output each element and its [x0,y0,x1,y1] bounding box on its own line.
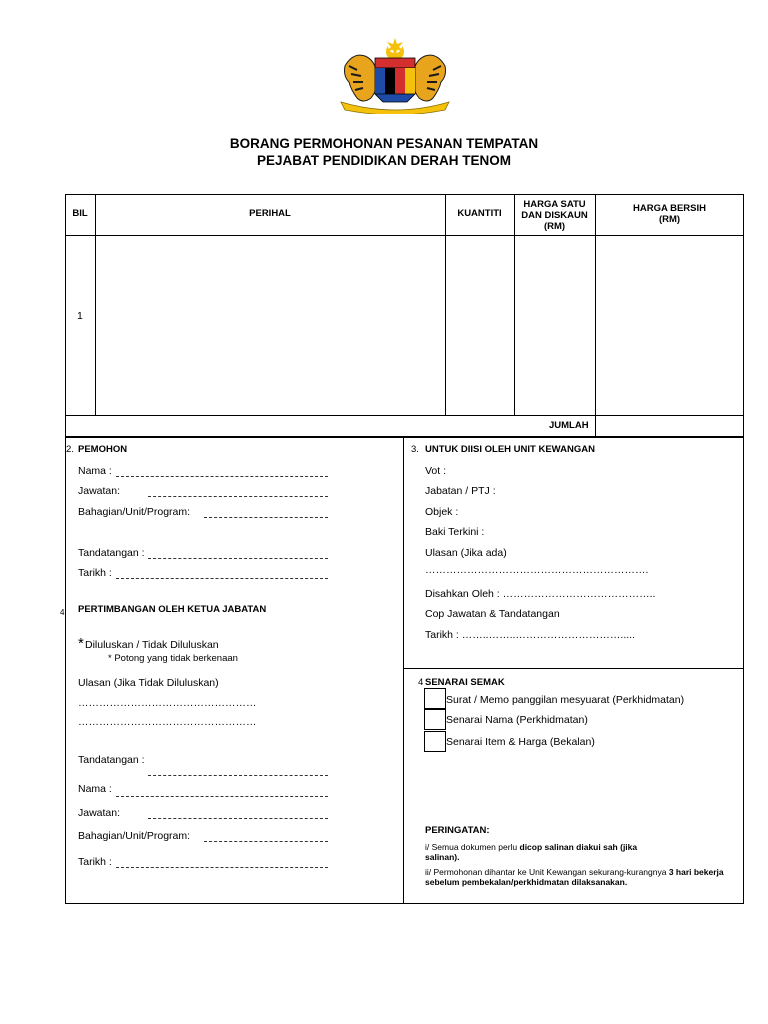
kewangan-objek: Objek : [425,506,459,518]
pertimbangan-tarikh-field[interactable] [116,867,328,868]
pertimbangan-nama-field[interactable] [116,796,328,797]
pertimbangan-tandatangan-label: Tandatangan : [78,754,145,766]
peringatan-point1 [425,843,637,852]
senarai-heading: SENARAI SEMAK [425,677,505,688]
pertimbangan-tarikh-label: Tarikh : [78,856,112,868]
pertimbangan-dots1[interactable]: …………………………………………… [78,697,257,709]
pertimbangan-heading: PERTIMBANGAN OLEH KETUA JABATAN [78,604,267,615]
pertimbangan-diluluskan[interactable]: Diluluskan / Tidak Diluluskan [85,639,219,651]
pemohon-tandatangan-field[interactable] [148,558,328,559]
pertimbangan-potong: * Potong yang tidak berkenaan [108,653,238,664]
pertimbangan-ulasan: Ulasan (Jika Tidak Diluluskan) [78,677,219,689]
senarai-item2: Senarai Nama (Perkhidmatan) [446,714,588,726]
pemohon-tandatangan-label: Tandatangan : [78,547,145,559]
pemohon-nama-label: Nama : [78,465,112,477]
peringatan-point2-cont: sebelum pembekalan/perkhidmatan dilaksanakan. [425,877,628,887]
harga-satu-line3: (RM) [543,220,566,232]
pemohon-nama-field[interactable] [116,476,328,477]
pemohon-tarikh-label: Tarikh : [78,567,112,579]
jumlah-label: JUMLAH [549,420,589,431]
kewangan-jabatan: Jabatan / PTJ : [425,485,496,497]
pemohon-number: 2. [66,444,74,455]
kewangan-cop: Cop Jawatan & Tandatangan [425,608,560,620]
harga-bersih-line1: HARGA BERSIH [632,203,706,214]
pertimbangan-bahagian-label: Bahagian/Unit/Program: [78,830,191,842]
kewangan-ulasan-dots[interactable]: ………………………………………………………. [425,564,649,576]
pemohon-jawatan-label: Jawatan: [78,485,121,497]
pemohon-bahagian-label: Bahagian/Unit/Program: [78,506,191,518]
pertimbangan-jawatan-field[interactable] [148,818,328,819]
col-perihal-header: PERIHAL [249,208,291,219]
pertimbangan-number: 4 [60,608,65,617]
peringatan-p2-text: ii/ Permohonan dihantar ke Unit Kewangan sekurang-kurangnya [425,867,669,877]
senarai-item1: Surat / Memo panggilan mesyuarat (Perkhidmatan) [446,694,685,706]
senarai-number: 4 [418,677,424,688]
col-kuantiti-header: KUANTITI [457,208,502,219]
emblem-logo [335,36,455,114]
kewangan-baki: Baki Terkini : [425,526,485,538]
checkbox-senarai-nama[interactable] [424,709,446,730]
kewangan-number: 3. [411,444,419,455]
checkbox-senarai-item[interactable] [424,731,446,752]
kewangan-disahkan[interactable]: Disahkan Oleh : …………………………………….. [425,588,656,600]
peringatan-p2-bold: 3 hari bekerja [668,867,724,877]
kewangan-vot: Vot : [425,465,447,477]
col-harga-bersih-header [595,204,744,226]
senarai-item3: Senarai Item & Harga (Bekalan) [446,736,595,748]
pemohon-jawatan-field[interactable] [148,496,328,497]
peringatan-point1-cont: salinan). [425,852,460,862]
form-title-line2: PEJABAT PENDIDIKAN DERAH TENOM [256,153,511,168]
pemohon-heading: PEMOHON [78,444,128,455]
kewangan-tarikh[interactable]: Tarikh : ……..……..…………………………..... [425,629,636,641]
peringatan-heading: PERINGATAN: [425,825,490,836]
pertimbangan-dots2[interactable]: …………………………………………… [78,716,257,728]
harga-satu-line1: HARGA SATU [523,199,586,210]
col-harga-satu-header [514,200,595,233]
kewangan-ulasan: Ulasan (Jika ada) [425,547,507,559]
harga-bersih-line2: (RM) [658,213,681,225]
items-table [65,194,744,437]
pertimbangan-nama-label: Nama : [78,783,112,795]
kewangan-heading: UNTUK DIISI OLEH UNIT KEWANGAN [425,444,595,455]
col-bil-header: BIL [72,208,88,219]
row-number: 1 [77,310,83,322]
pertimbangan-jawatan-label: Jawatan: [78,807,121,819]
peringatan-point2 [425,868,724,877]
pertimbangan-bahagian-field[interactable] [204,841,328,842]
peringatan-p1-bold: dicop salinan diakui sah (jika [519,842,638,852]
checkbox-surat[interactable] [424,688,446,709]
pertimbangan-star: * [78,635,84,652]
peringatan-p1-text: i/ Semua dokumen perlu [425,842,520,852]
pemohon-bahagian-field[interactable] [204,517,328,518]
harga-satu-line2: DAN DISKAUN [521,209,588,221]
pemohon-tarikh-field[interactable] [116,578,328,579]
pertimbangan-tandatangan-field[interactable] [148,775,328,776]
form-title-line1: BORANG PERMOHONAN PESANAN TEMPATAN [229,136,539,151]
